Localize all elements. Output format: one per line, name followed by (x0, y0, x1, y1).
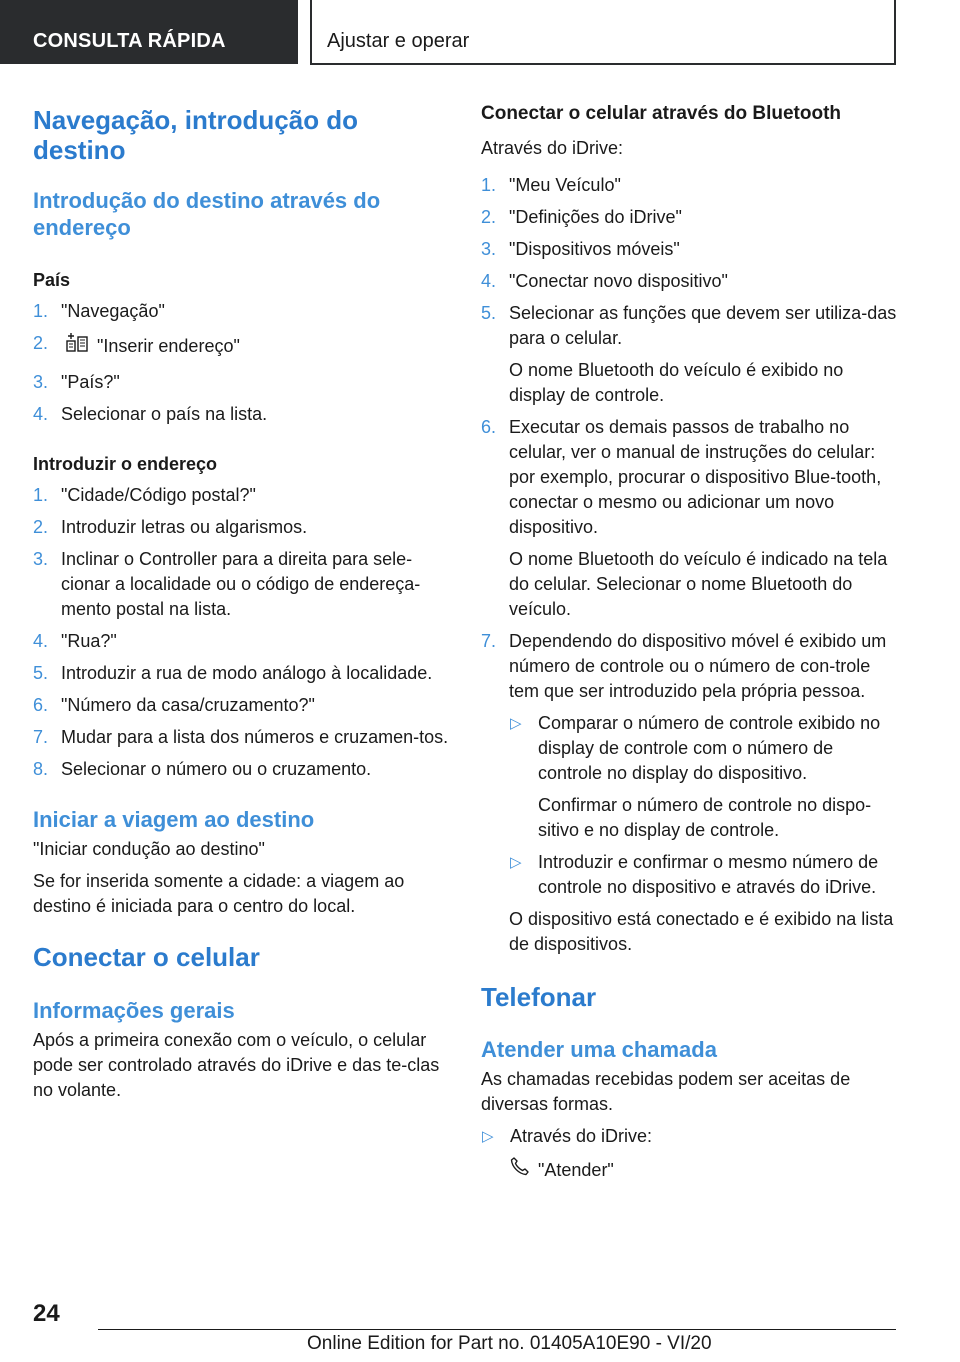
address-entry-title: Introdução do destino através do endereço (33, 188, 381, 240)
list-item: 4. "Rua?" (33, 631, 117, 651)
start-trip-menu: "Iniciar condução ao destino" (33, 839, 265, 859)
list-item: ▷ Através do iDrive: "Atender" (481, 1124, 901, 1186)
start-trip-text: Se for inserida somente a cidade: a viagem ao destino é iniciada para o centro do local. (33, 871, 405, 916)
answer-options (481, 1124, 901, 1186)
country-heading: País (33, 270, 71, 290)
list-item: 4. Selecionar o país na lista. (33, 404, 268, 424)
list-item: 5. Selecionar as funções que devem ser utiliza-das para o celular. O nome Bluetooth do veículo é exibido no display de controle. (481, 301, 901, 408)
general-info-title: Informações gerais (33, 998, 235, 1023)
step-note: O nome Bluetooth do veículo é exibido no display de controle. (509, 360, 844, 405)
step-note: O nome Bluetooth do veículo é indicado na tela do celular. Selecionar o nome Bluetooth do veículo. (509, 549, 888, 619)
phone-handset-icon (510, 1156, 530, 1183)
phone-call-title: Telefonar (481, 982, 597, 1012)
list-item: 1. "Navegação" (33, 301, 165, 321)
answer-menu-item: "Atender" (510, 1156, 901, 1186)
list-item: ▷ Comparar o número de controle exibido no display de controle com o número de controle no display do dispositivo. Confirmar o número de controle no dispo-sitivo e no display de controle. (509, 711, 901, 843)
list-item: ▷ Introduzir e confirmar o mesmo número de controle no dispositivo e através do iDrive. (510, 852, 879, 897)
list-item: 2. "Definições do iDrive" (481, 207, 682, 227)
page-number: 24 (33, 1300, 60, 1327)
step-note: Confirmar o número de controle no dispo-sitivo e no display de controle. (538, 795, 872, 840)
connect-phone-title: Conectar o celular (33, 942, 260, 972)
list-item: 3. "Dispositivos móveis" (481, 239, 680, 259)
list-item: 8. Selecionar o número ou o cruzamento. (33, 759, 372, 779)
section-tab: CONSULTA RÁPIDA (0, 0, 298, 64)
list-item: 3. Inclinar o Controller para a direita para sele-cionar a localidade ou o código de endereça-mento postal na lista. (33, 549, 421, 619)
control-number-options (509, 711, 901, 900)
chapter-tab: Ajustar e operar (310, 0, 896, 65)
footer-divider (98, 1329, 896, 1330)
list-item: 5. Introduzir a rua de modo análogo à localidade. (33, 663, 433, 683)
general-info-text: Após a primeira conexão com o veículo, o celular pode ser controlado através do iDrive e das te-clas no volante. (33, 1030, 440, 1100)
bluetooth-steps (481, 173, 901, 957)
triangle-bullet-icon: ▷ (482, 1128, 494, 1145)
triangle-bullet-icon: ▷ (510, 715, 522, 732)
list-item: 2. Introduzir letras ou algarismos. (33, 517, 308, 537)
address-heading: Introduzir o endereço (33, 454, 218, 474)
right-column (481, 102, 901, 1186)
edition-info: Online Edition for Part no. 01405A10E90 - VI/20 (307, 1333, 712, 1354)
bluetooth-intro: Através do iDrive: (481, 138, 624, 158)
left-column (33, 102, 453, 1103)
list-item: 2. "Inserir endereço" (33, 331, 453, 363)
connection-result: O dispositivo está conectado e é exibido na lista de dispositivos. (509, 909, 894, 954)
list-item: 3. "País?" (33, 372, 120, 392)
list-item: 6. "Número da casa/cruzamento?" (33, 695, 315, 715)
country-steps (33, 299, 453, 427)
answer-call-text: As chamadas recebidas podem ser aceitas de diversas formas. (481, 1069, 851, 1114)
list-item: 1. "Cidade/Código postal?" (33, 485, 256, 505)
address-input-icon (65, 331, 89, 360)
answer-call-title: Atender uma chamada (481, 1037, 717, 1062)
list-item: 7. Dependendo do dispositivo móvel é exibido um número de controle ou o número de con-trole tem que ser introduzido pela própria pessoa. ▷ Comparar o número de controle exibido no display de controle com o número de controle no display do dispositivo. Confirmar o número de controle no dispo-sitivo e no display de controle. ▷ Introduzir e confirmar o mesmo número de controle no dispositivo e através do iDrive. O dispositivo está conectado e é exibido na lista de dispositivos. (481, 629, 901, 957)
list-item: 4. "Conectar novo dispositivo" (481, 271, 728, 291)
triangle-bullet-icon: ▷ (510, 854, 522, 871)
list-item: 6. Executar os demais passos de trabalho no celular, ver o manual de instruções do celular: por exemplo, procurar o dispositivo Blue-tooth, conectar o mesmo ou adicionar um novo dispositivo. O nome Bluetooth do veículo é indicado na tela do celular. Selecionar o nome Bluetooth do veículo. (481, 415, 901, 622)
start-trip-title: Iniciar a viagem ao destino (33, 807, 315, 832)
nav-title: Navegação, introdução do destino (33, 105, 359, 165)
list-item: 7. Mudar para a lista dos números e cruzamen-tos. (33, 727, 449, 747)
list-item: 1. "Meu Veículo" (481, 175, 621, 195)
address-steps (33, 483, 453, 782)
bluetooth-heading: Conectar o celular através do Bluetooth (481, 103, 842, 124)
